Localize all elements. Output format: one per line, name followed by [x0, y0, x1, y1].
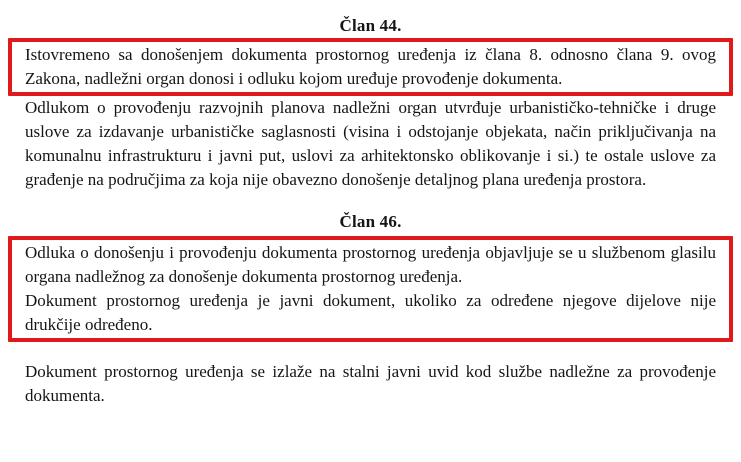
article-44-heading: Član 44. — [339, 16, 402, 35]
article-44-highlighted-text: Istovremeno sa donošenjem dokumenta prostornog uređenja iz člana 8. odnosno člana 9. ovog Zakona, nadležni organ donosi i odluku kojom uređuje provođenje dokumenta. — [25, 45, 716, 88]
article-44-paragraph: Odlukom o provođenju razvojnih planova nadležni organ utvrđuje urbanističko-tehničke i druge uslove za izdavanje urbanističke saglasnosti (visina i odstojanje objekata, način priključivanja na komunalnu infrastrukturu i javni put, uslovi za arhitektonsko oblikovanje i si.) te ostale uslove za građenje na područjima za koja nije obavezno donošenje detaljnog plana uređenja prostora. — [25, 98, 716, 189]
article-46-highlight-box — [8, 236, 733, 342]
article-46-heading: Član 46. — [339, 212, 402, 231]
article-46-paragraph: Dokument prostornog uređenja se izlaže na stalni javni uvid kod službe nadležne za provođenje dokumenta. — [25, 362, 716, 405]
article-44-highlight-box — [8, 38, 733, 96]
article-46-highlighted-text-2: Dokument prostornog uređenja je javni dokument, ukoliko za određene njegove dijelove nije drukčije određeno. — [25, 291, 716, 334]
article-46-highlighted-text-1: Odluka o donošenju i provođenju dokumenta prostornog uređenja objavljuje se u službenom glasilu organa nadležnog za donošenje dokumenta prostornog uređenja. — [25, 243, 716, 286]
